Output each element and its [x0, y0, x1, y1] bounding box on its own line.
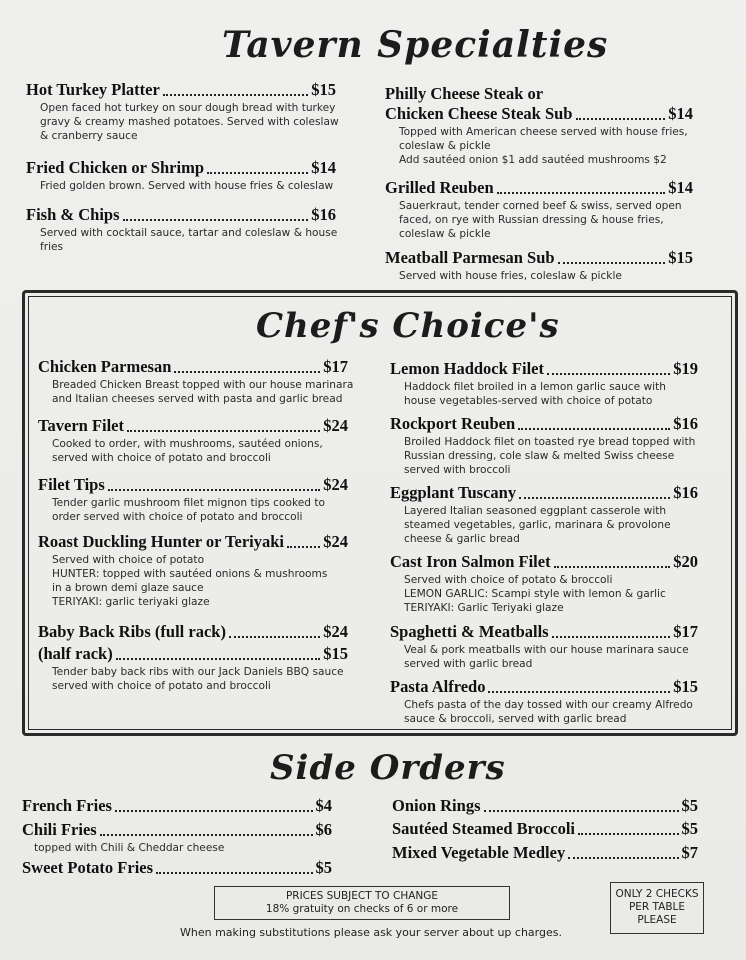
item-price: $7: [681, 843, 698, 862]
item-price: $17: [673, 622, 698, 641]
item-desc-line: served with choice of potato and broccoli: [52, 452, 271, 464]
item-desc-line: gravy & creamy mashed potatoes. Served with coleslaw: [40, 116, 339, 128]
item-name: Filet Tips: [38, 475, 105, 494]
menu-item-onion-rings: [392, 796, 698, 816]
menu-item-sauteed-broccoli: [392, 819, 698, 839]
item-price: $15: [311, 80, 336, 99]
item-desc-line: served with garlic bread: [404, 658, 533, 670]
item-name: French Fries: [22, 796, 112, 815]
checks-notice-line2: PER TABLE: [628, 901, 686, 913]
item-desc-line: Tender baby back ribs with our Jack Daniels BBQ sauce: [52, 666, 344, 678]
item-name: Sautéed Steamed Broccoli: [392, 819, 576, 838]
item-desc-line: Served with house fries, coleslaw & pickle: [399, 270, 622, 282]
item-desc-line: Topped with American cheese served with house fries,: [399, 126, 688, 138]
menu-item-sweet-potato-fries: [22, 858, 332, 878]
item-name: Tavern Filet: [38, 416, 125, 435]
menu-item-meatball-sub: [385, 248, 693, 283]
item-desc-line: Fried golden brown. Served with house fries & coleslaw: [40, 180, 334, 192]
item-desc-line: Layered Italian seasoned eggplant casserole with: [404, 505, 667, 517]
menu-item-salmon-filet: [390, 552, 698, 615]
prices-notice-box: [214, 886, 510, 920]
item-desc-line: topped with Chili & Cheddar cheese: [34, 842, 225, 854]
item-name: Meatball Parmesan Sub: [385, 248, 555, 267]
menu-item-baby-back-ribs: [38, 622, 348, 693]
menu-item-pasta-alfredo: [390, 677, 698, 726]
item-desc-line: Russian dressing, cole slaw & melted Swiss cheese: [404, 450, 675, 462]
menu-item-fish-chips: [26, 205, 336, 254]
item-price: $4: [315, 796, 332, 815]
item-desc-line: served with broccoli: [404, 464, 511, 476]
menu-item-chili-fries: [22, 820, 332, 855]
item-desc-line: Open faced hot turkey on sour dough bread with turkey: [40, 102, 336, 114]
item-name: Baby Back Ribs (full rack): [38, 622, 226, 641]
item-name: Fish & Chips: [26, 205, 120, 224]
menu-item-vegetable-medley: [392, 843, 698, 863]
menu-item-filet-tips: [38, 475, 348, 524]
item-desc-line: Veal & pork meatballs with our house marinara sauce: [404, 644, 689, 656]
item-price: $15: [668, 248, 693, 267]
item-desc-line: fries: [40, 241, 64, 253]
item-desc-line: TERIYAKI: Garlic Teriyaki glaze: [404, 602, 564, 614]
menu-item-lemon-haddock: [390, 359, 698, 408]
item-name: Rockport Reuben: [390, 414, 516, 433]
item-desc-line: LEMON GARLIC: Scampi style with lemon & garlic: [404, 588, 666, 600]
item-price: $24: [323, 416, 348, 435]
item-price: $16: [311, 205, 336, 224]
item-name: Spaghetti & Meatballs: [390, 622, 549, 641]
item-price: $14: [668, 104, 693, 123]
menu-item-hot-turkey: [26, 80, 339, 143]
item-price: $5: [681, 796, 698, 815]
menu-item-tavern-filet: [38, 416, 348, 465]
item-desc-line: & cranberry sauce: [40, 130, 138, 142]
item-desc-line: Tender garlic mushroom filet mignon tips cooked to: [52, 497, 325, 509]
menu-item-chicken-parmesan: [38, 357, 354, 406]
substitutions-note: When making substitutions please ask your server about up charges.: [180, 926, 562, 939]
item-desc-line: house vegetables-served with choice of potato: [404, 395, 653, 407]
item-desc-line: HUNTER: topped with sautéed onions & mushrooms: [52, 568, 328, 580]
checks-notice-box: [610, 882, 704, 934]
item-name-half: (half rack): [38, 644, 113, 663]
item-desc-line: TERIYAKI: garlic teriyaki glaze: [52, 596, 210, 608]
tavern-specialties-title: Tavern Specialties: [222, 24, 609, 66]
item-name: Eggplant Tuscany: [390, 483, 517, 502]
menu-item-philly-cheese-steak: [385, 84, 693, 167]
item-desc-line: Broiled Haddock filet on toasted rye bread topped with: [404, 436, 696, 448]
item-desc-line: Chefs pasta of the day tossed with our creamy Alfredo: [404, 699, 693, 711]
item-desc-line: Breaded Chicken Breast topped with our house marinara: [52, 379, 354, 391]
item-desc-line: coleslaw & pickle: [399, 228, 491, 240]
item-name: Grilled Reuben: [385, 178, 494, 197]
item-desc-line: and Italian cheeses served with pasta and garlic bread: [52, 393, 343, 405]
item-name: Chicken Parmesan: [38, 357, 172, 376]
item-price: $17: [323, 357, 348, 376]
item-desc-line: order served with choice of potato and broccoli: [52, 511, 303, 523]
item-name: Hot Turkey Platter: [26, 80, 160, 99]
item-desc-line: Cooked to order, with mushrooms, sautéed onions,: [52, 438, 323, 450]
item-price: $16: [673, 414, 698, 433]
item-desc-line: faced, on rye with Russian dressing & house fries,: [399, 214, 664, 226]
item-name-line1: Philly Cheese Steak or: [385, 84, 544, 103]
item-name: Onion Rings: [392, 796, 481, 815]
menu-item-spaghetti-meatballs: [390, 622, 698, 671]
item-desc-line: Served with choice of potato & broccoli: [404, 574, 613, 586]
item-desc-line: Add sautéed onion $1 add sautéed mushrooms $2: [399, 154, 667, 166]
item-name: Cast Iron Salmon Filet: [390, 552, 551, 571]
item-price: $24: [323, 475, 348, 494]
menu-item-roast-duckling: [38, 532, 348, 609]
item-price: $5: [315, 858, 332, 877]
item-price: $6: [315, 820, 332, 839]
item-desc-line: steamed vegetables, garlic, marinara & provolone: [404, 519, 671, 531]
item-price: $24: [323, 532, 348, 551]
item-price: $14: [311, 158, 336, 177]
item-price: $15: [673, 677, 698, 696]
item-price: $5: [681, 819, 698, 838]
item-desc-line: sauce & broccoli, served with garlic bread: [404, 713, 627, 725]
side-orders-title: Side Orders: [270, 748, 506, 788]
item-name: Chicken Cheese Steak Sub: [385, 104, 573, 123]
menu-item-french-fries: [22, 796, 332, 816]
item-name: Lemon Haddock Filet: [390, 359, 545, 378]
item-desc-line: Sauerkraut, tender corned beef & swiss, served open: [399, 200, 682, 212]
item-name: Chili Fries: [22, 820, 97, 839]
item-name: Fried Chicken or Shrimp: [26, 158, 204, 177]
item-price-half: $15: [323, 644, 348, 663]
item-desc-line: cheese & garlic bread: [404, 533, 520, 545]
gratuity-notice: 18% gratuity on checks of 6 or more: [265, 903, 459, 915]
item-name: Roast Duckling Hunter or Teriyaki: [38, 532, 285, 551]
prices-notice-line1: PRICES SUBJECT TO CHANGE: [285, 890, 439, 902]
chefs-choice-title: Chef's Choice's: [256, 306, 560, 346]
menu-item-fried-chicken: [26, 158, 336, 193]
item-desc-line: Haddock filet broiled in a lemon garlic sauce with: [404, 381, 666, 393]
menu-item-rockport-reuben: [390, 414, 698, 477]
item-desc-line: Served with cocktail sauce, tartar and coleslaw & house: [40, 227, 338, 239]
item-price: $20: [673, 552, 698, 571]
item-name: Mixed Vegetable Medley: [392, 843, 566, 862]
item-desc-line: Served with choice of potato: [52, 554, 205, 566]
item-desc-line: coleslaw & pickle: [399, 140, 491, 152]
checks-notice-line3: PLEASE: [637, 914, 677, 926]
item-desc-line: in a brown demi glaze sauce: [52, 582, 204, 594]
item-desc-line: served with choice of potato and broccoli: [52, 680, 271, 692]
item-price: $16: [673, 483, 698, 502]
checks-notice-line1: ONLY 2 CHECKS: [615, 888, 699, 900]
menu-item-eggplant-tuscany: [390, 483, 698, 546]
menu-item-grilled-reuben: [385, 178, 693, 241]
item-price: $14: [668, 178, 693, 197]
item-name: Sweet Potato Fries: [22, 858, 154, 877]
item-price: $19: [673, 359, 698, 378]
item-name: Pasta Alfredo: [390, 677, 486, 696]
item-price: $24: [323, 622, 348, 641]
